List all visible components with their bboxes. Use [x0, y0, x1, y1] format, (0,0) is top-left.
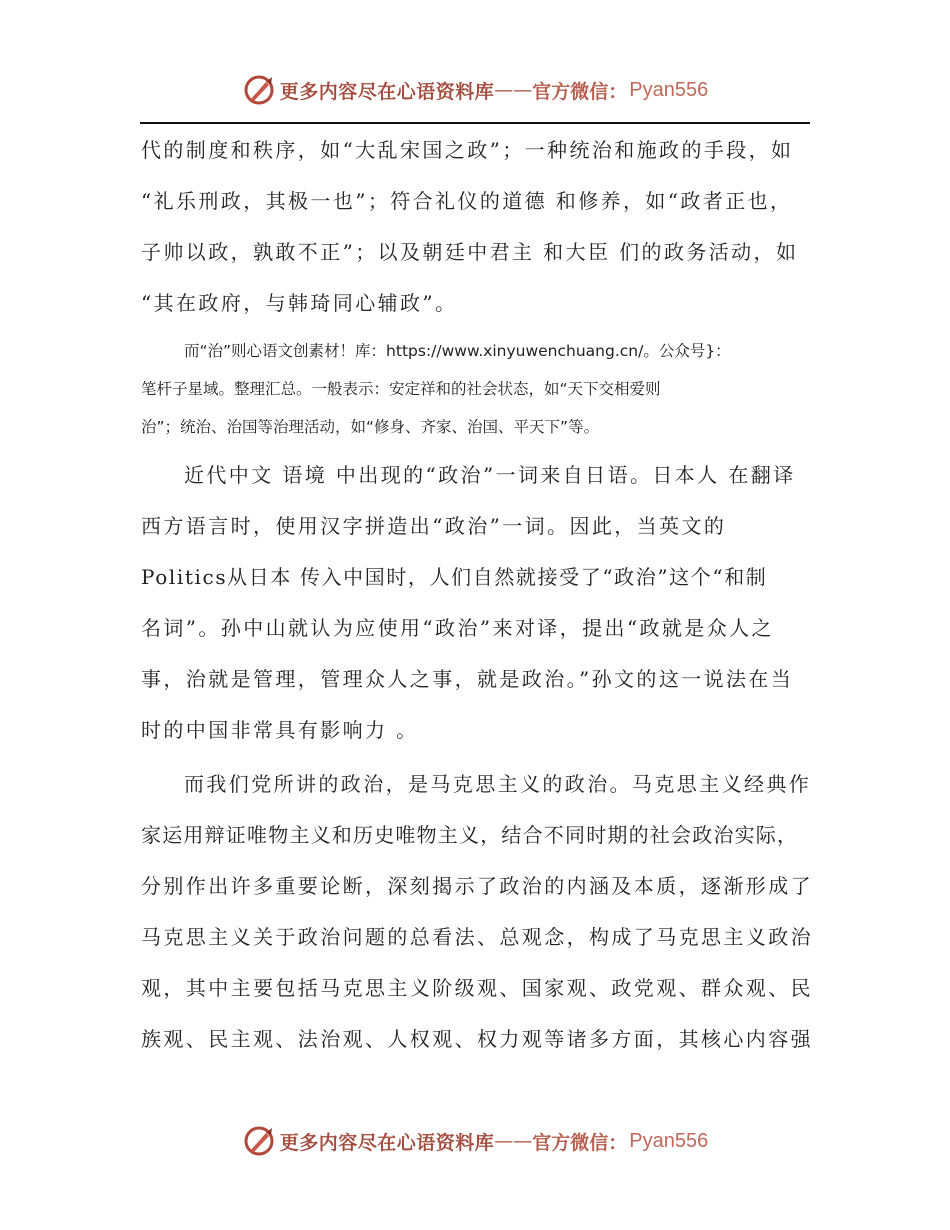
paragraph-4: [141, 759, 813, 1065]
text-line: 治”；统治、治国等治理活动，如“修身、齐家、治国、平天下”等。: [141, 418, 600, 436]
text-line: 事，治就是管理，管理众人之事，就是政治。”孙文的这一说法在当: [141, 667, 794, 691]
text-line: Politics从日本 传入中国时，人们自然就接受了“政治”这个“和制: [141, 565, 768, 589]
paragraph-3: [141, 450, 813, 756]
footer-banner-dash: ——: [494, 1130, 533, 1152]
text-line: 近代中文 语境 中出现的“政治”一词来自日语。日本人 在翻译: [184, 463, 796, 487]
header-rule: [140, 122, 810, 124]
text-line: “其在政府，与韩琦同心辅政”。: [141, 291, 458, 315]
text-line: 时的中国非常具有影响力 。: [141, 718, 419, 742]
paragraph-1: [141, 125, 813, 329]
text-line: 族观、民主观、法治观、人权观、权力观等诸多方面，其核心内容强: [141, 1027, 813, 1051]
paragraph-2: [141, 332, 813, 446]
header-banner-text: 更多内容尽在心语资料库: [279, 80, 495, 103]
header-banner-dash: ——: [494, 79, 533, 101]
text-line: 笔杆子星域。整理汇总。一般表示：安定祥和的社会状态，如“天下交相爱则: [141, 380, 661, 398]
text-line: 家运用辩证唯物主义和历史唯物主义，结合不同时期的社会政治实际，: [141, 823, 799, 847]
footer-banner: [0, 1121, 950, 1161]
text-line: 名词”。孙中山就认为应使用“政治”来对译，提出“政就是众人之: [141, 616, 774, 640]
header-banner: [0, 70, 950, 110]
document-body: [141, 125, 813, 1065]
text-line: 子帅以政，孰敢不正”；以及朝廷中君主 和大臣 们的政务活动，如: [141, 240, 799, 264]
footer-wechat-label: 官方微信：: [532, 1131, 628, 1154]
quill-logo-icon: [242, 1124, 276, 1158]
header-wechat-label: 官方微信：: [532, 80, 628, 103]
quill-logo-icon: [242, 73, 276, 107]
text-line: 而“治”则心语文创素材！库：https://www.xinyuwenchuang.cn/。公众号}：: [184, 342, 731, 360]
footer-wechat-handle: Pyan556: [629, 1129, 709, 1152]
header-wechat-handle: Pyan556: [629, 78, 709, 101]
text-line: “礼乐刑政，其极一也”；符合礼仪的道德 和修养，如“政者正也，: [141, 189, 793, 213]
text-line: 而我们党所讲的政治，是马克思主义的政治。马克思主义经典作: [184, 772, 812, 796]
text-line: 代的制度和秩序，如“大乱宋国之政”；一种统治和施政的手段，如: [141, 138, 794, 162]
text-line: 马克思主义关于政治问题的总看法、总观念，构成了马克思主义政治: [141, 925, 813, 949]
text-line: 西方语言时，使用汉字拼造出“政治”一词。因此，当英文的: [141, 514, 727, 538]
text-line: 观，其中主要包括马克思主义阶级观、国家观、政党观、群众观、民: [141, 976, 813, 1000]
footer-banner-text: 更多内容尽在心语资料库: [279, 1131, 495, 1154]
text-line: 分别作出许多重要论断，深刻揭示了政治的内涵及本质，逐渐形成了: [141, 874, 813, 898]
